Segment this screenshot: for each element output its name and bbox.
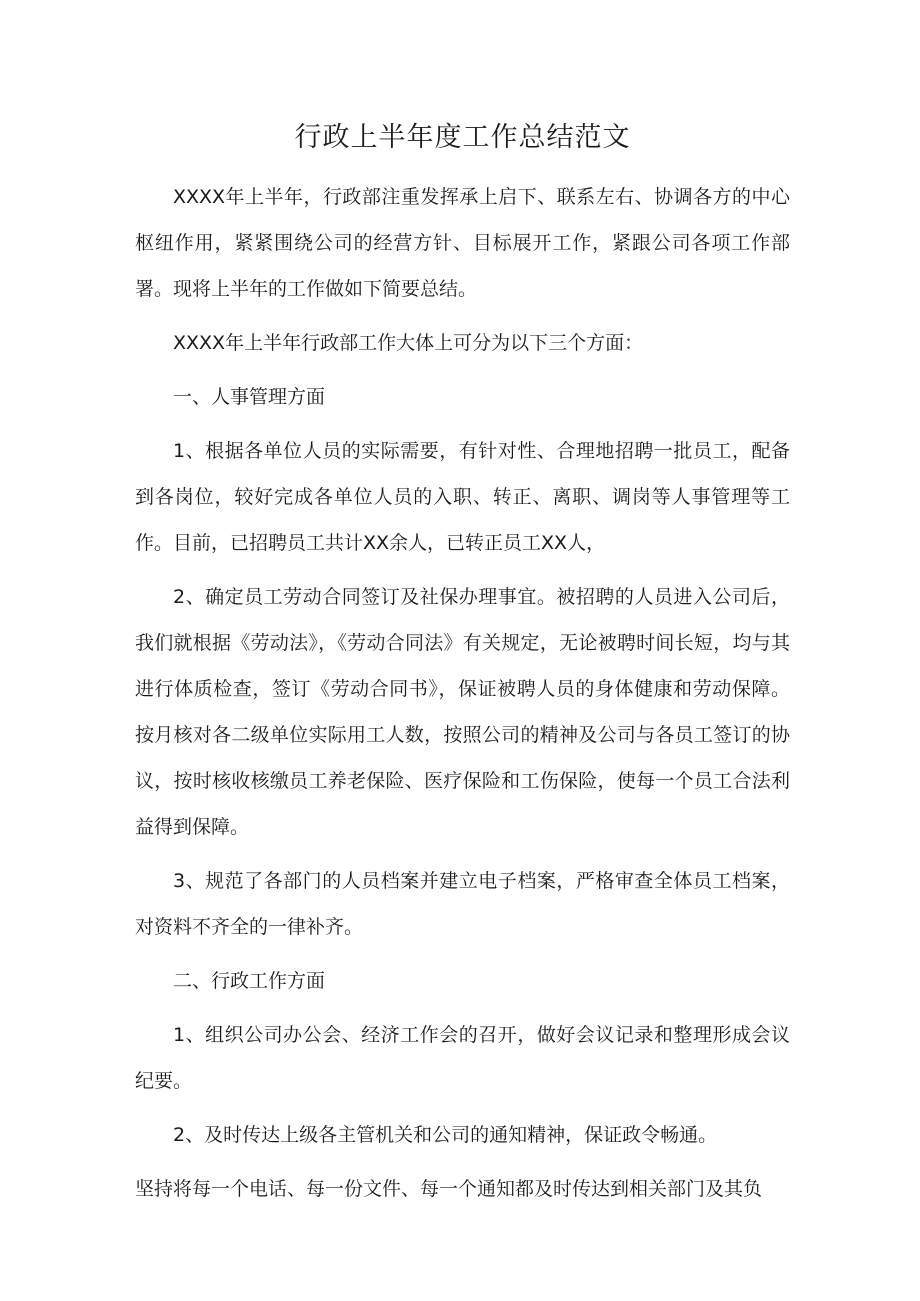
paragraph-personnel-3: 3、规范了各部门的人员档案并建立电子档案，严格审查全体员工档案，对资料不齐全的一律补齐。 [135, 870, 790, 938]
section-heading-personnel: 一、人事管理方面 [173, 386, 326, 408]
paragraph-personnel-1: 1、根据各单位人员的实际需要，有针对性、合理地招聘一批员工，配备到各岗位，较好完成各单位人员的入职、转正、离职、调岗等人事管理等工作。目前，已招聘员工共计XX余人，已转正员工XX人， [135, 440, 790, 554]
paragraph-overview: XXXX年上半年行政部工作大体上可分为以下三个方面： [173, 332, 644, 354]
paragraph-admin-2: 2、及时传达上级各主管机关和公司的通知精神，保证政令畅通。 [173, 1124, 718, 1146]
paragraph-intro: XXXX年上半年，行政部注重发挥承上启下、联系左右、协调各方的中心枢纽作用，紧紧围绕公司的经营方针、目标展开工作，紧跟公司各项工作部署。现将上半年的工作做如下简要总结。 [135, 186, 790, 300]
document-title: 行政上半年度工作总结范文 [294, 122, 631, 153]
section-heading-administration: 二、行政工作方面 [173, 970, 326, 992]
paragraph-admin-2-continued: 坚持将每一个电话、每一份文件、每一个通知都及时传达到相关部门及其负 [135, 1178, 763, 1200]
paragraph-admin-1: 1、组织公司办公会、经济工作会的召开，做好会议记录和整理形成会议纪要。 [135, 1024, 790, 1092]
paragraph-personnel-2: 2、确定员工劳动合同签订及社保办理事宜。被招聘的人员进入公司后，我们就根据《劳动法》，《劳动合同法》有关规定，无论被聘时间长短，均与其进行体质检查，签订《劳动合同书》，保证被聘人员的身体健康和劳动保障。按月核对各二级单位实际用工人数，按照公司的精神及公司与各员工签订的协议，按时核收核缴员工养老保险、医疗保险和工伤保险，使每一个员工合法利益得到保障。 [135, 586, 790, 838]
